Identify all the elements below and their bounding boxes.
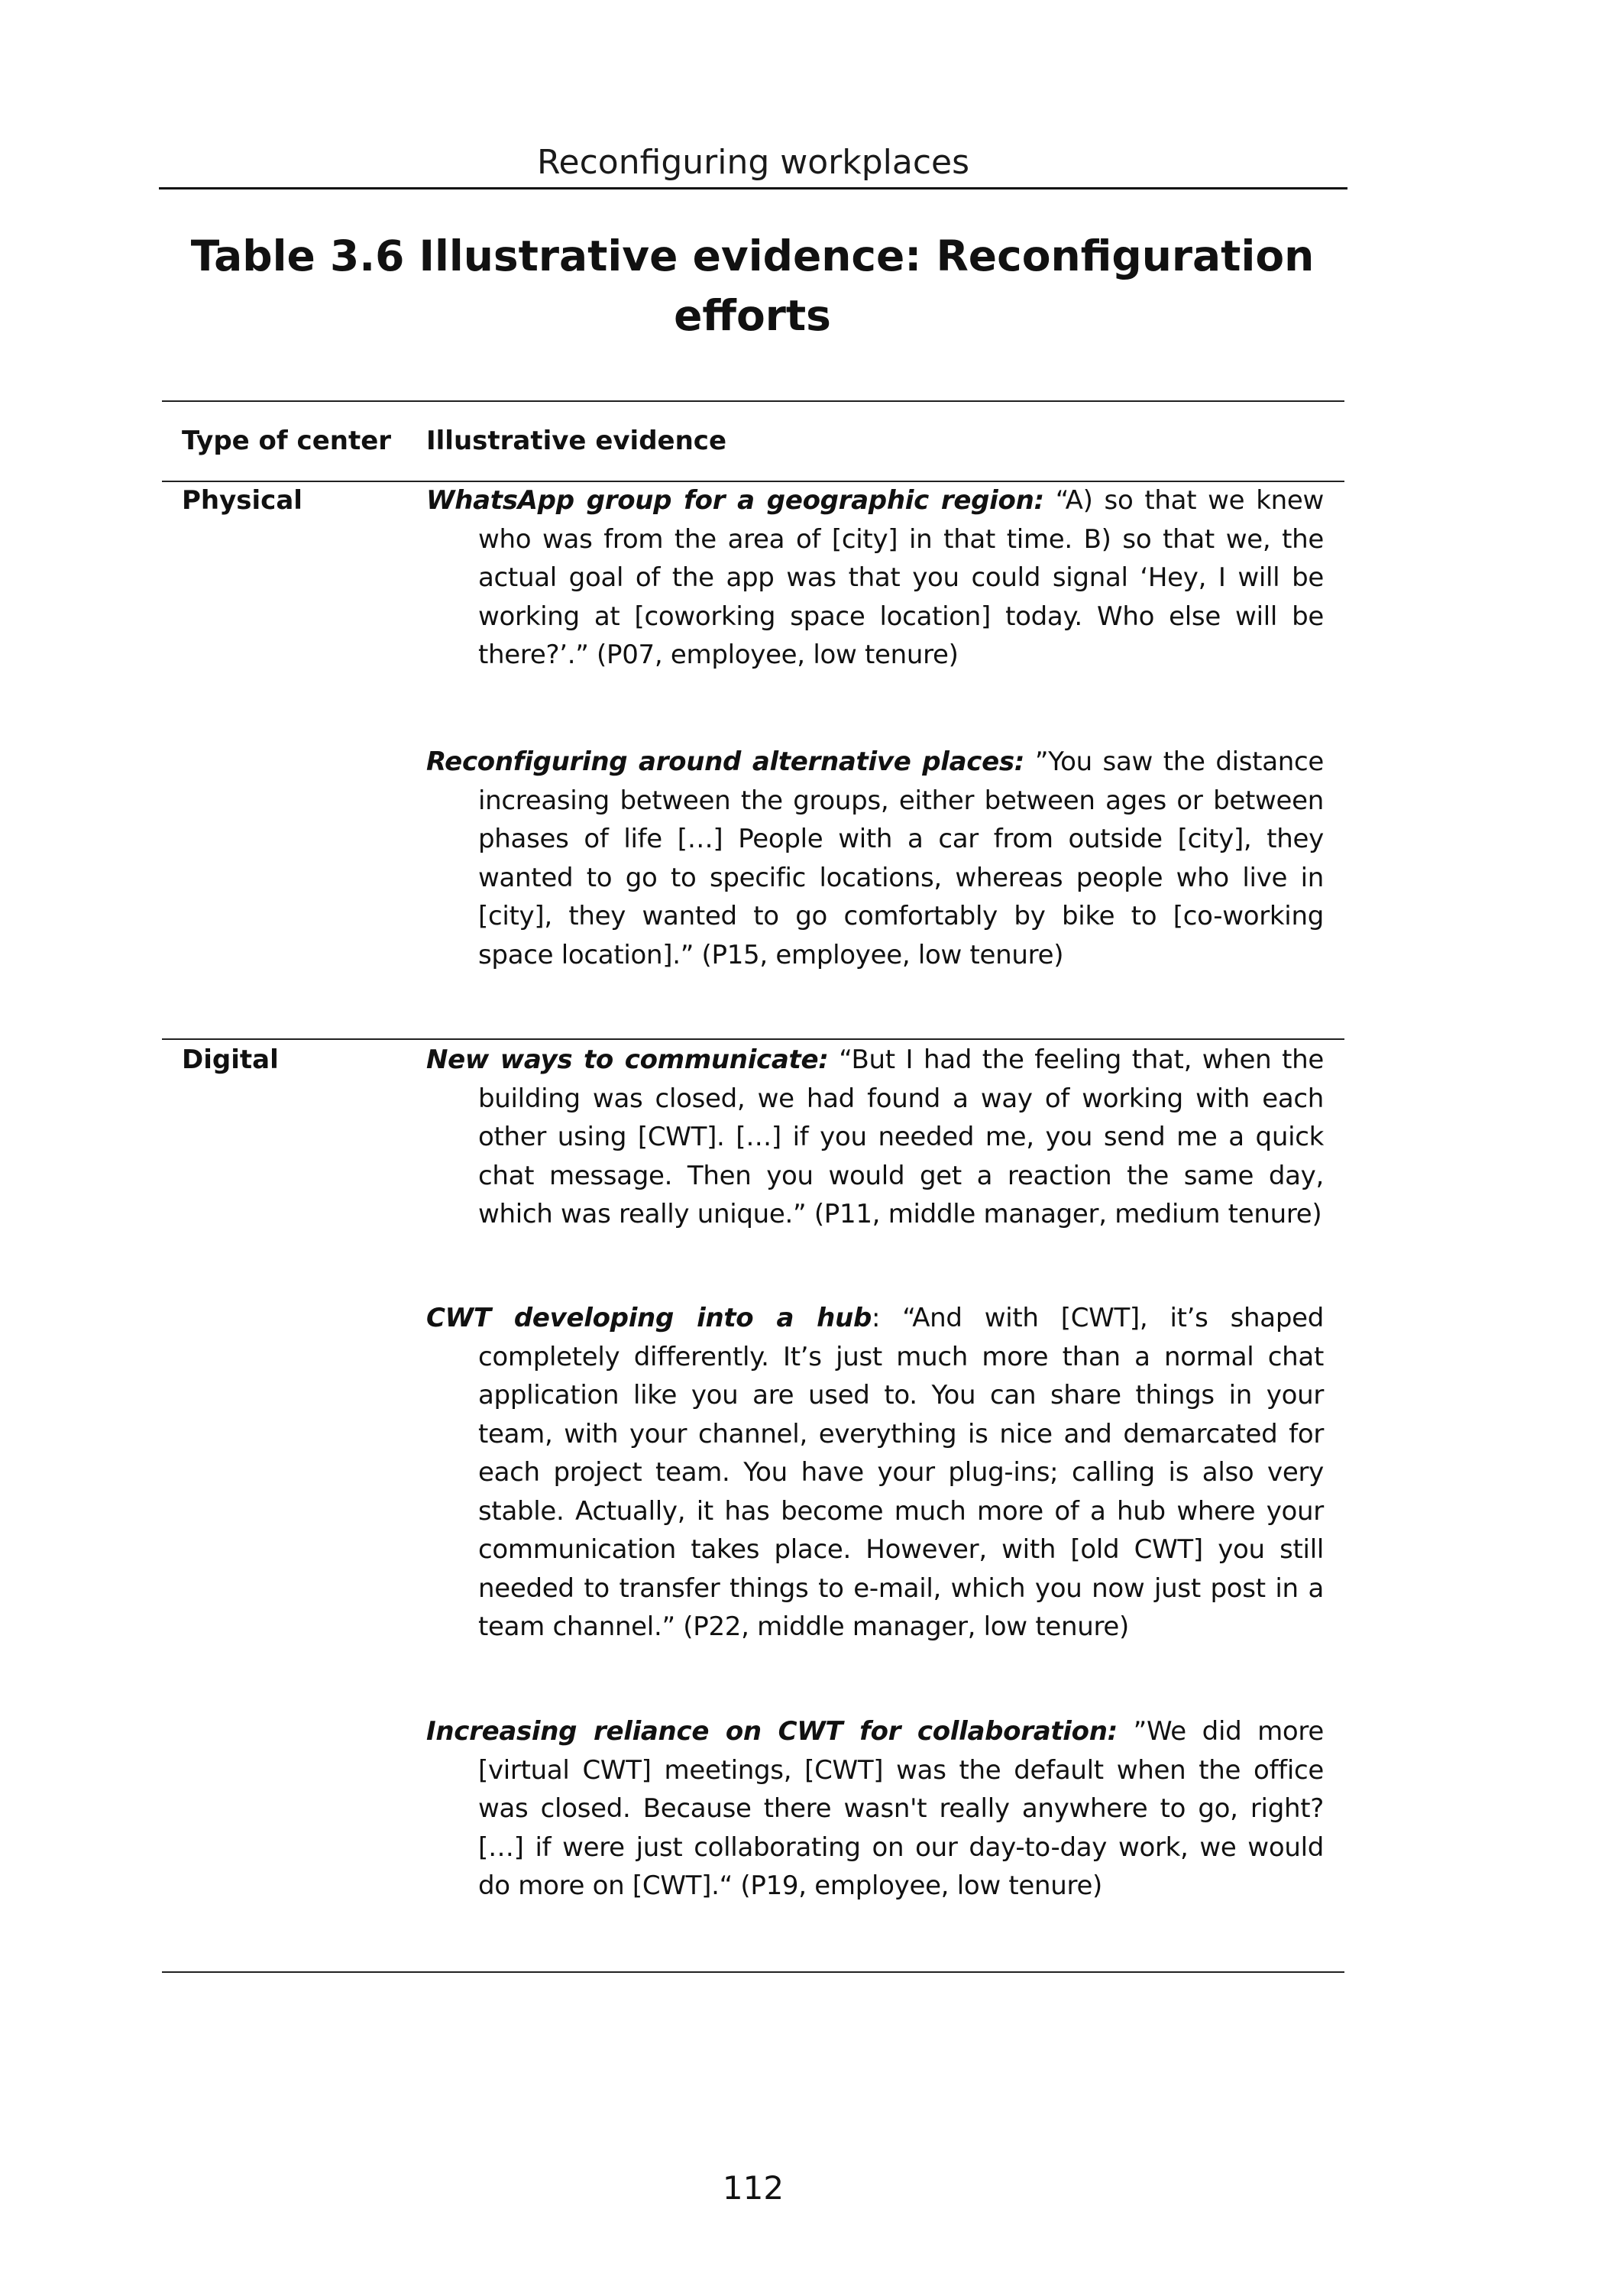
- evidence-quote: ”You saw the distance increasing between the groups, either between ages or between phases of life […] People with a car from outside [city], they wanted to go to specific locations, whereas people who live in [city], they wanted to go comfortably by bike to [co-working space location].” (P15, employee, low tenure): [478, 747, 1324, 970]
- running-header: Reconfiguring workplaces: [536, 143, 970, 182]
- evidence-label: Reconfiguring around alternative places:: [426, 747, 1025, 777]
- evidence-entry: [426, 1041, 1324, 1234]
- evidence-label: Increasing reliance on CWT for collaboration:: [426, 1716, 1118, 1747]
- evidence-quote: “A) so that we knew who was from the area of [city] in that time. B) so that we, the actual goal of the app was that you could signal ‘Hey, I will be working at [coworking space location] today. Who else will be there?’.” (P07, employee, low tenure): [478, 485, 1325, 670]
- row-type-digital: Digital: [182, 1044, 279, 1075]
- table-title: Table 3.6 Illustrative evidence: Reconfiguration efforts: [190, 232, 1315, 340]
- evidence-quote: : “And with [CWT], it’s shaped completely differently. It’s just much more than a normal chat application like you are used to. You can share things in your team, with your channel, everything is nice and demarcated for each project team. You have your plug-ins; calling is also very stable. Actually, it has become much more of a hub where your communication takes place. However, with [old CWT] you still needed to transfer things to e-mail, which you now just post in a team channel.” (P22, middle manager, low tenure): [478, 1303, 1324, 1642]
- page-number: 112: [722, 2169, 785, 2207]
- evidence-quote: ”We did more [virtual CWT] meetings, [CWT] was the default when the office was closed. Because there wasn't really anywhere to go, right? […] if were just collaborating on our day-to-day work, we would do more on [CWT].“ (P19, employee, low tenure): [478, 1716, 1324, 1901]
- row-divider-rule: [162, 1038, 1344, 1040]
- evidence-quote: “But I had the feeling that, when the building was closed, we had found a way of working with each other using [CWT]. […] if you needed me, you send me a quick chat message. Then you would get a reaction the same day, which was really unique.” (P11, middle manager, medium tenure): [478, 1044, 1324, 1229]
- row-type-physical: Physical: [182, 485, 302, 516]
- evidence-entry: [426, 481, 1324, 675]
- table-top-rule: [162, 400, 1344, 402]
- evidence-label: WhatsApp group for a geographic region:: [426, 485, 1044, 516]
- column-header-evidence: Illustrative evidence: [426, 426, 727, 456]
- column-header-type: Type of center: [182, 426, 392, 456]
- evidence-entry: [426, 1299, 1324, 1647]
- header-rule: [159, 187, 1347, 189]
- table-bottom-rule: [162, 1971, 1344, 1973]
- evidence-entry: [426, 743, 1324, 974]
- evidence-label: New ways to communicate:: [426, 1044, 829, 1075]
- evidence-label: CWT developing into a hub: [426, 1303, 872, 1333]
- evidence-entry: [426, 1712, 1324, 1906]
